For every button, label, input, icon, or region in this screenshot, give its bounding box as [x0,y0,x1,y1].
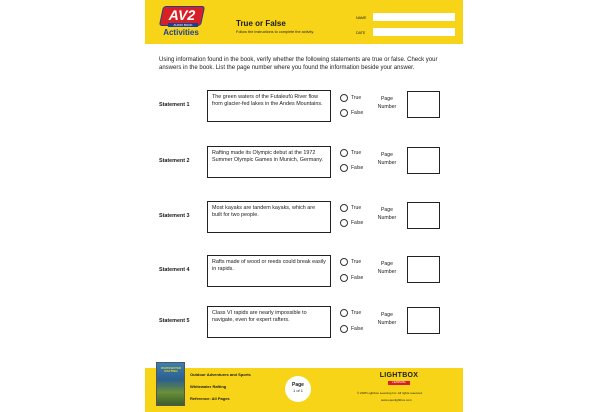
header-bar [145,0,463,44]
true-label: True [351,259,362,265]
true-radio[interactable] [340,94,348,102]
intro-paragraph: Using information found in the book, verify whether the following statements are true or false. Check your answers in the book. List the page number where you found the information beside your answer. [159,57,438,72]
page-number-label: Page Number [377,261,397,275]
false-label: False [351,220,364,226]
statement-text: Rafting made its Olympic debut at the 1972 Summer Olympic Games in Munich, Germany. [207,146,331,178]
worksheet-page [145,0,463,412]
false-label: False [351,326,364,332]
book-cover-image [156,362,185,406]
false-radio[interactable] [340,274,348,282]
page-number-field[interactable] [407,307,440,334]
statement-text: The green waters of the Futaleufú River flow from glacier-fed lakes in the Andes Mountains. [207,90,331,122]
book-title: Whitewater Rafting [190,384,227,389]
statement-label: Statement 5 [159,318,190,324]
page-number-label: Page Number [377,152,397,166]
page-number-field[interactable] [407,202,440,229]
false-radio[interactable] [340,109,348,117]
true-radio[interactable] [340,149,348,157]
false-radio[interactable] [340,325,348,333]
lightbox-logo [376,372,422,386]
copyright-text: © 2025 Lightbox Learning Inc. All rights reserved. [357,391,423,395]
av2-logo-tagline: AUDIO BOOK [168,23,198,27]
name-field[interactable] [373,13,455,21]
true-radio[interactable] [340,258,348,266]
name-label: NAME [356,16,367,20]
false-radio[interactable] [340,164,348,172]
true-label: True [351,150,362,156]
date-label: DATE [356,31,366,35]
statement-label: Statement 4 [159,267,190,273]
statement-text: Class VI rapids are nearly impossible to navigate, even for expert rafters. [207,306,331,338]
av2-logo-mark: AV2 [159,6,205,26]
false-label: False [351,165,364,171]
page-badge [285,376,311,402]
true-label: True [351,95,362,101]
statement-row [145,306,463,340]
lightbox-learning-tag: LEARNING [388,381,410,385]
reference-text: Reference: All Pages [190,396,230,401]
statement-row [145,90,463,124]
lightbox-wordmark: LIGHTBOX [379,372,419,379]
true-label: True [351,205,362,211]
statement-label: Statement 1 [159,102,190,108]
date-field[interactable] [373,28,455,36]
page-number-field[interactable] [407,147,440,174]
true-radio[interactable] [340,204,348,212]
page-number-label: Page Number [377,96,397,110]
true-label: True [351,310,362,316]
page-number-field[interactable] [407,256,440,283]
statement-row [145,201,463,235]
page-number-label: Page Number [377,207,397,221]
statement-row [145,146,463,180]
page-badge-label: Page [292,382,304,388]
av2-logo [159,6,203,40]
series-name: Outdoor Adventures and Sports [190,372,251,377]
statement-label: Statement 2 [159,158,190,164]
false-label: False [351,110,364,116]
statement-row [145,255,463,289]
book-cover-title: WHITEWATER RAFTING [160,366,182,374]
page-number-field[interactable] [407,91,440,118]
statement-label: Statement 3 [159,213,190,219]
statement-text: Most kayaks are tandem kayaks, which are built for two people. [207,201,331,233]
footer-bar [145,368,463,412]
website-link[interactable]: www.openlightbox.com [381,398,412,402]
activities-label: Activities [163,28,199,37]
true-radio[interactable] [340,309,348,317]
page-number-label: Page Number [377,312,397,326]
instructions-text: Follow the instructions to complete the activity. [236,30,315,34]
false-label: False [351,275,364,281]
page-badge-value: 1 of 1 [292,388,303,393]
page-title: True or False [236,19,286,28]
statement-text: Rafts made of wood or reeds could break easily in rapids. [207,255,331,287]
false-radio[interactable] [340,219,348,227]
